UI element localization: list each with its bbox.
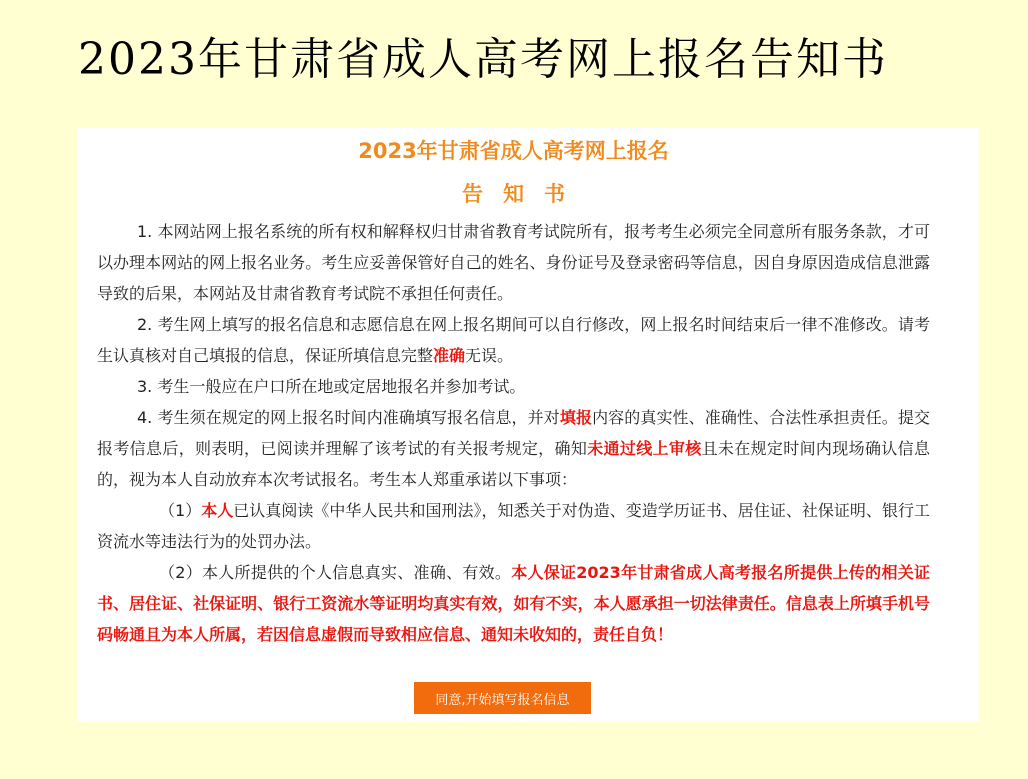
notice-subitem-1-prefix: （1） — [159, 501, 202, 520]
highlight-online-review: 未通过线上审核 — [587, 439, 702, 458]
highlight-self: 本人 — [201, 501, 234, 520]
highlight-fill: 填报 — [559, 408, 593, 427]
notice-item-2 — [97, 309, 930, 371]
notice-item-2-text: 2. 考生网上填写的报名信息和志愿信息在网上报名期间可以自行修改，网上报名时间结束后一律不准修改。请考生认真核对自己填报的信息，保证所填信息完整 — [97, 315, 930, 365]
commitment-warning: 本人保证2023年甘肃省成人高考报名所提供上传的相关证书、居住证、社保证明、银行工资流水等证明均真实有效，如有不实，本人愿承担一切法律责任。信息表上所填手机号码畅通且为本人所属，若因信息虚假而导致相应信息、通知未收知的，责任自负！ — [97, 563, 930, 644]
notice-subtitle: 告知书 — [462, 182, 585, 206]
notice-body — [97, 216, 930, 650]
notice-item-3 — [97, 371, 930, 402]
notice-item-4-text-b: 内容的真实性、准确性、合法性承担责任。提交报考信息后，则表明，已阅读并理解了该考试的有关报考规定，确知 — [97, 408, 930, 458]
highlight-accurate: 准确 — [433, 346, 466, 365]
notice-item-1-text: 1. 本网站网上报名系统的所有权和解释权归甘肃省教育考试院所有，报考考生必须完全同意所有服务条款，才可以办理本网站的网上报名业务。考生应妥善保管好自己的姓名、身份证号及登录密码等信息，因自身原因造成信息泄露导致的后果，本网站及甘肃省教育考试院不承担任何责任。 — [97, 222, 930, 303]
notice-item-4-text-a: 4. 考生须在规定的网上报名时间内准确填写报名信息，并对 — [137, 408, 560, 427]
notice-item-4 — [97, 402, 930, 495]
agree-start-button[interactable]: 同意,开始填写报名信息 — [414, 682, 591, 714]
notice-panel — [77, 128, 979, 722]
notice-title: 2023年甘肃省成人高考网上报名 — [358, 139, 669, 163]
notice-item-4-text-c: 且未在规定时间内现场确认信息的，视为本人自动放弃本次考试报名。考生本人郑重承诺以下事项： — [97, 439, 930, 489]
notice-item-1 — [97, 216, 930, 309]
page-heading: 2023年甘肃省成人高考网上报名告知书 — [78, 34, 888, 85]
notice-subitem-1 — [97, 495, 930, 557]
notice-item-2-tail: 无误。 — [465, 346, 514, 365]
notice-subitem-2-text: （2）本人所提供的个人信息真实、准确、有效。 — [159, 563, 512, 582]
notice-item-3-text: 3. 考生一般应在户口所在地或定居地报名并参加考试。 — [137, 377, 526, 396]
notice-subitem-2 — [97, 557, 930, 650]
notice-subitem-1-text: 已认真阅读《中华人民共和国刑法》，知悉关于对伪造、变造学历证书、居住证、社保证明、银行工资流水等违法行为的处罚办法。 — [97, 501, 930, 551]
